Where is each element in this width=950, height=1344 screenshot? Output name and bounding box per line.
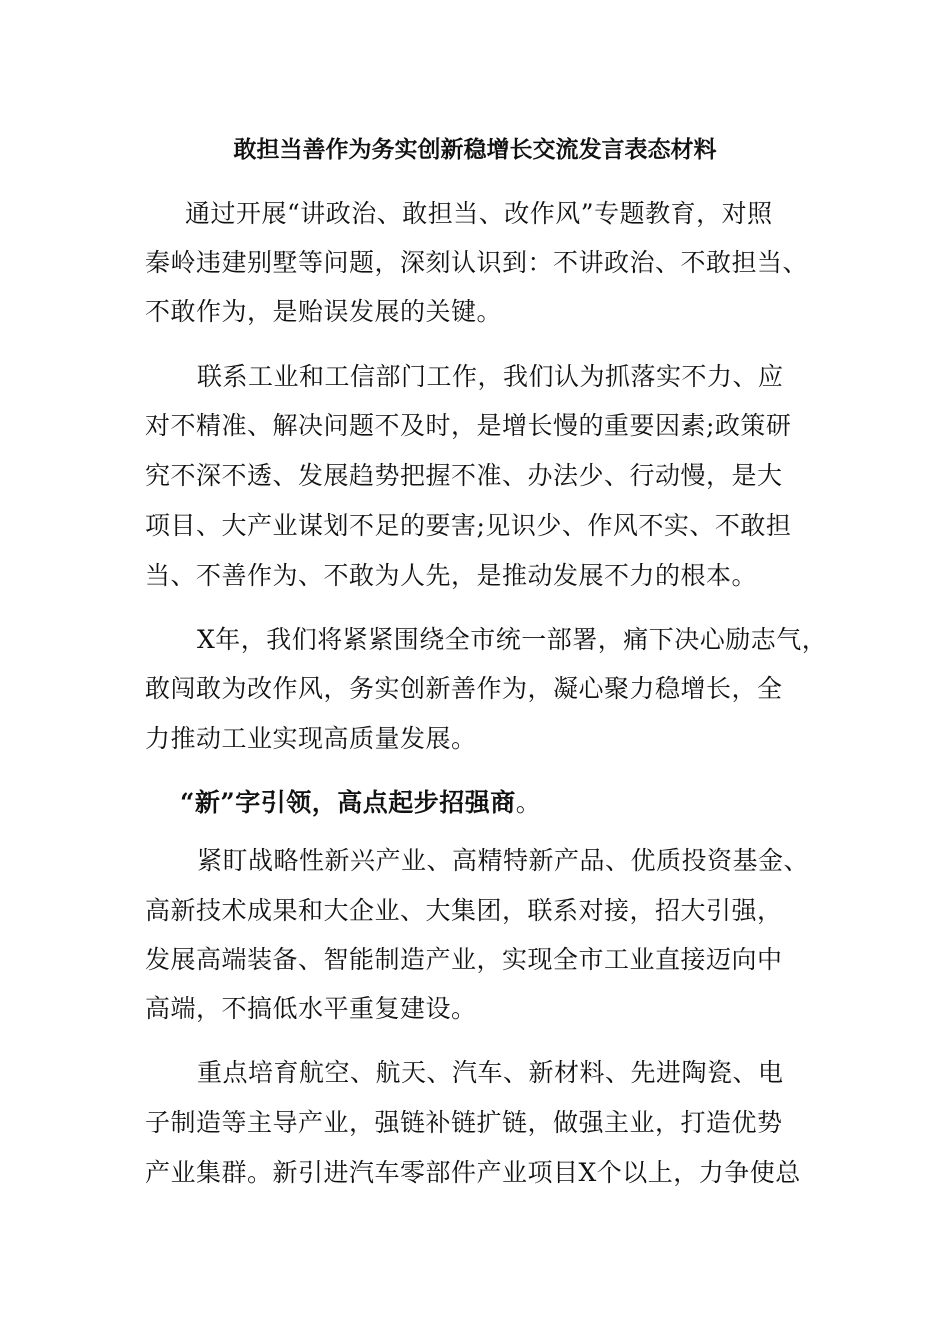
paragraph-line: 秦岭违建别墅等问题，深刻认识到：不讲政治、不敢担当、 <box>145 248 809 277</box>
paragraph-line: 联系工业和工信部门工作，我们认为抓落实不力、应 <box>197 362 784 391</box>
paragraph-line: 力推动工业实现高质量发展。 <box>145 724 477 753</box>
paragraph-line: 高新技术成果和大企业、大集团，联系对接，招大引强， <box>145 896 783 925</box>
paragraph-line: 当、不善作为、不敢为人先，是推动发展不力的根本。 <box>145 561 758 590</box>
paragraph-line: 重点培育航空、航天、汽车、新材料、先进陶瓷、电 <box>197 1058 784 1087</box>
paragraph-line: 敢闯敢为改作风，务实创新善作为，凝心聚力稳增长，全 <box>145 674 783 703</box>
section-heading-text: “新”字引领，高点起步招强商 <box>180 788 516 817</box>
paragraph-line: 究不深不透、发展趋势把握不准、办法少、行动慢，是大 <box>145 461 783 490</box>
paragraph-line: 发展高端装备、智能制造产业，实现全市工业直接迈向中 <box>145 945 783 974</box>
paragraph-line: 对不精准、解决问题不及时，是增长慢的重要因素;政策研 <box>145 411 792 440</box>
paragraph-line: 高端，不搞低水平重复建设。 <box>145 994 477 1023</box>
paragraph-line: 紧盯战略性新兴产业、高精特新产品、优质投资基金、 <box>197 846 810 875</box>
paragraph-line: 项目、大产业谋划不足的要害;见识少、作风不实、不敢担 <box>145 511 792 540</box>
section-heading-period: 。 <box>515 788 542 817</box>
paragraph-line: 子制造等主导产业，强链补链扩链，做强主业，打造优势 <box>145 1108 783 1137</box>
paragraph-line: X年，我们将紧紧围绕全市统一部署，痛下决心励志气， <box>197 625 828 654</box>
paragraph-line: 产业集群。新引进汽车零部件产业项目X个以上，力争使总 <box>145 1158 801 1187</box>
paragraph-line: 通过开展“讲政治、敢担当、改作风”专题教育，对照 <box>185 199 773 228</box>
document-title: 敢担当善作为务实创新稳增长交流发言表态材料 <box>233 136 717 163</box>
paragraph-line: 不敢作为，是贻误发展的关键。 <box>145 297 503 326</box>
section-heading <box>180 785 541 821</box>
